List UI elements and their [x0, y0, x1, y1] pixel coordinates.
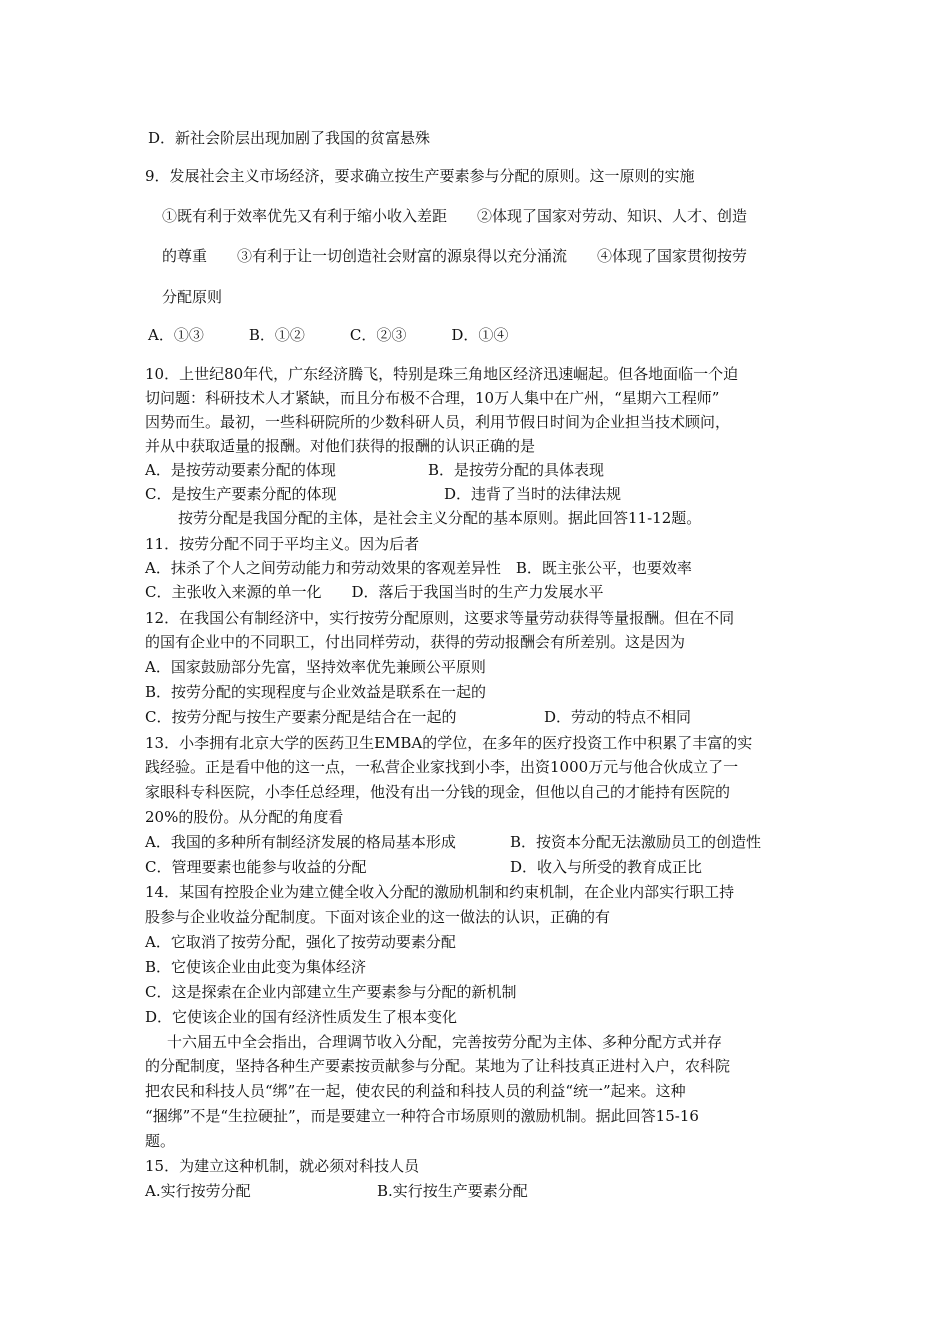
q10-stem-line-2: 切问题：科研技术人才紧缺，而且分布极不合理，10万人集中在广州，“星期六工程师” [145, 389, 720, 407]
q11-options-cd: C．主张收入来源的单一化 D．落后于我国当时的生产力发展水平 [145, 583, 604, 601]
q13-stem-line-2: 践经验。正是看中他的这一点，一私营企业家找到小李，出资1000万元与他合伙成立了一 [145, 758, 739, 776]
q14-option-c: C．这是探索在企业内部建立生产要素参与分配的新机制 [145, 983, 517, 1001]
material-15-16-line-3: 把农民和科技人员“绑”在一起，使农民的利益和科技人员的利益“统一”起来。这种 [145, 1082, 686, 1100]
q13-stem-line-3: 家眼科专科医院，小李任总经理，他没有出一分钱的现金，但他以自己的才能持有医院的 [145, 783, 731, 801]
q13-stem-line-4: 20%的股份。从分配的角度看 [145, 808, 344, 826]
q10-option-d: D．违背了当时的法律法规 [444, 485, 622, 503]
material-15-16-line-4: “捆绑”不是“生拉硬扯”，而是要建立一种符合市场原则的激励机制。据此回答15-16 [145, 1107, 699, 1125]
q9-statement-line-3: 分配原则 [162, 288, 223, 306]
q13-option-d: D．收入与所受的教育成正比 [510, 858, 703, 876]
q10-option-c: C．是按生产要素分配的体现 [145, 485, 337, 503]
q15-stem: 15．为建立这种机制，就必须对科技人员 [145, 1157, 420, 1175]
q12-option-c: C．按劳分配与按生产要素分配是结合在一起的 [145, 708, 457, 726]
q10-stem-line-3: 因势而生。最初，一些科研院所的少数科研人员，利用节假日时间为企业担当技术顾问， [145, 413, 731, 431]
q10-stem-line-4: 并从中获取适量的报酬。对他们获得的报酬的认识正确的是 [145, 437, 536, 455]
q9-options: A．①③ B．①② C．②③ D．①④ [148, 326, 509, 344]
q14-option-d: D．它使该企业的国有经济性质发生了根本变化 [145, 1008, 458, 1026]
q11-options-ab: A．抹杀了个人之间劳动能力和劳动效果的客观差异性 B．既主张公平，也要效率 [145, 559, 692, 577]
q15-option-a: A.实行按劳分配 [145, 1182, 251, 1200]
q14-option-a: A．它取消了按劳分配，强化了按劳动要素分配 [145, 933, 456, 951]
q14-stem-line-1: 14．某国有控股企业为建立健全收入分配的激励机制和约束机制，在企业内部实行职工持 [145, 883, 735, 901]
q13-option-c: C．管理要素也能参与收益的分配 [145, 858, 367, 876]
q14-stem-line-2: 股参与企业收益分配制度。下面对该企业的这一做法的认识，正确的有 [145, 908, 611, 926]
q12-option-d: D．劳动的特点不相同 [544, 708, 692, 726]
q10-option-a: A．是按劳动要素分配的体现 [145, 461, 336, 479]
material-15-16-line-2: 的分配制度，坚持各种生产要素按贡献参与分配。某地为了让科技真正进村入户，农科院 [145, 1057, 731, 1075]
q12-stem-line-2: 的国有企业中的不同职工，付出同样劳动，获得的劳动报酬会有所差别。这是因为 [145, 633, 686, 651]
q13-option-b: B．按资本分配无法激励员工的创造性 [510, 833, 762, 851]
q13-stem-line-1: 13．小李拥有北京大学的医药卫生EMBA的学位，在多年的医疗投资工作中积累了丰富的实 [145, 734, 753, 752]
material-11-12: 按劳分配是我国分配的主体，是社会主义分配的基本原则。据此回答11-12题。 [178, 509, 702, 527]
q15-option-b: B.实行按生产要素分配 [377, 1182, 528, 1200]
material-15-16-line-1: 十六届五中全会指出，合理调节收入分配，完善按劳分配为主体、多种分配方式并存 [167, 1033, 723, 1051]
q12-option-b: B．按劳分配的实现程度与企业效益是联系在一起的 [145, 683, 487, 701]
q10-stem-line-1: 10．上世纪80年代，广东经济腾飞，特别是珠三角地区经济迅速崛起。但各地面临一个迫 [145, 365, 739, 383]
q9-statement-line-2: 的尊重 ③有利于让一切创造社会财富的源泉得以充分涌流 ④体现了国家贯彻按劳 [162, 247, 748, 265]
q13-option-a: A．我国的多种所有制经济发展的格局基本形成 [145, 833, 456, 851]
q14-option-b: B．它使该企业由此变为集体经济 [145, 958, 367, 976]
q11-stem: 11．按劳分配不同于平均主义。因为后者 [145, 535, 420, 553]
q9-stem: 9．发展社会主义市场经济，要求确立按生产要素参与分配的原则。这一原则的实施 [145, 167, 695, 185]
q12-option-a: A．国家鼓励部分先富，坚持效率优先兼顾公平原则 [145, 658, 486, 676]
q10-option-b: B．是按劳分配的具体表现 [428, 461, 605, 479]
q8-option-d: D．新社会阶层出现加剧了我国的贫富悬殊 [148, 129, 431, 147]
q12-stem-line-1: 12．在我国公有制经济中，实行按劳分配原则，这要求等量劳动获得等量报酬。但在不同 [145, 609, 735, 627]
material-15-16-line-5: 题。 [145, 1132, 176, 1150]
q9-statement-line-1: ①既有利于效率优先又有利于缩小收入差距 ②体现了国家对劳动、知识、人才、创造 [162, 207, 748, 225]
